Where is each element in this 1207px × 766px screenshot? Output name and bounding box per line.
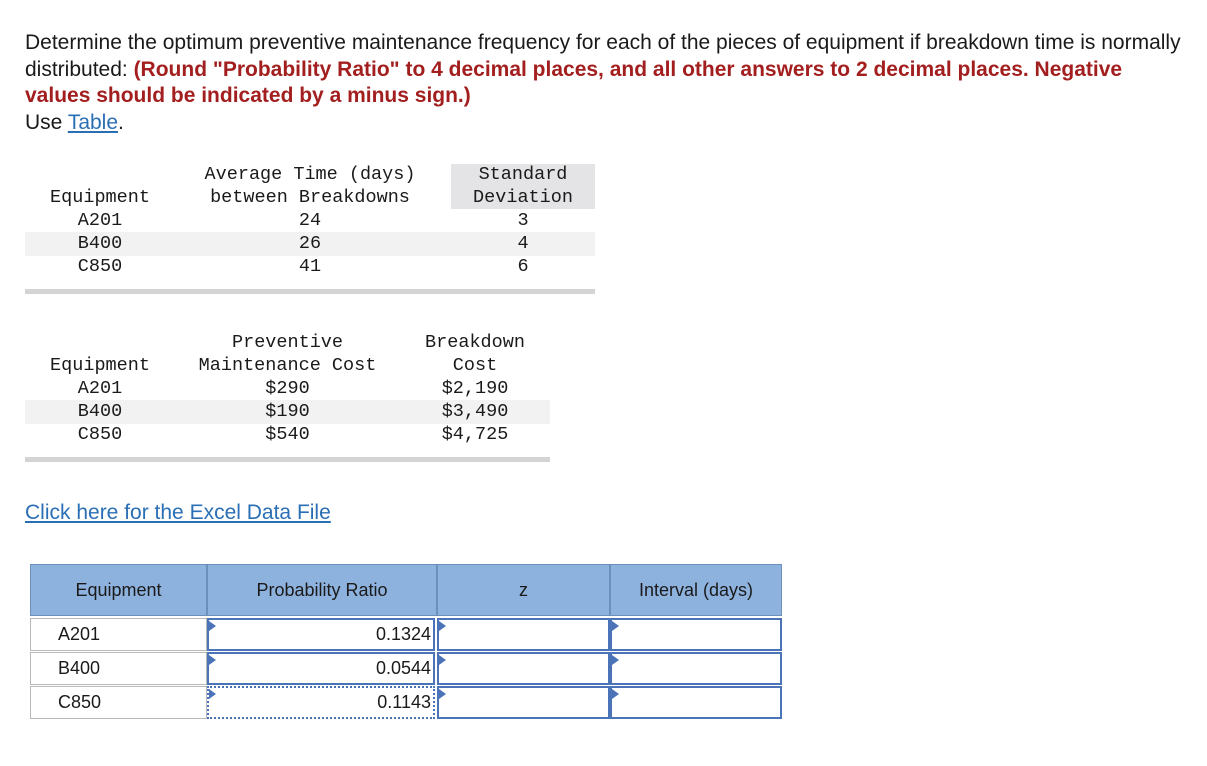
- answer-header-equipment: Equipment: [30, 564, 207, 616]
- avg-time-cell: 41: [298, 256, 322, 277]
- answer-row-label: C850: [30, 686, 207, 719]
- breakdown-cost-header-line2: Cost: [452, 355, 498, 376]
- avg-time-header-line2: between Breakdowns: [210, 187, 410, 208]
- instructions-paragraph: [25, 30, 1185, 110]
- input-marker-icon: [612, 621, 619, 631]
- breakdown-cost-cell: $4,725: [441, 424, 509, 445]
- excel-data-file-link[interactable]: Click here for the Excel Data File: [25, 501, 331, 524]
- answer-header-interval: Interval (days): [610, 564, 782, 616]
- equipment-cell: C850: [77, 256, 123, 277]
- avg-time-cell: 26: [298, 233, 322, 254]
- breakdown-cost-cell: $2,190: [441, 378, 509, 399]
- table-bottom-rule: [25, 289, 595, 294]
- probability-ratio-input[interactable]: 0.1143: [207, 686, 435, 719]
- avg-time-cell: 24: [298, 210, 322, 231]
- input-marker-icon: [209, 689, 216, 699]
- pm-cost-cell: $540: [265, 424, 310, 445]
- answer-row-label: B400: [30, 652, 207, 685]
- probability-ratio-input[interactable]: 0.1324: [207, 618, 435, 651]
- interval-input[interactable]: [610, 652, 782, 685]
- avg-time-header-line1: Average Time (days): [204, 164, 416, 185]
- pm-cost-header-line2: Maintenance Cost: [198, 355, 377, 376]
- instructions-lead: Determine the optimum preventive maintenance frequency for each of the pieces of equipment if breakdown time is normally distributed:: [25, 31, 1181, 81]
- z-input[interactable]: [437, 652, 610, 685]
- sd-cell: 3: [517, 210, 529, 231]
- input-marker-icon: [612, 655, 619, 665]
- rounding-instructions: (Round "Probability Ratio" to 4 decimal places, and all other answers to 2 decimal places. Negative values should be indicated by a minus sign.): [25, 57, 1123, 107]
- answer-header-z: z: [437, 564, 610, 616]
- sd-cell: 6: [517, 256, 529, 277]
- equipment-cell: B400: [77, 401, 123, 422]
- use-table-line: [25, 110, 124, 136]
- answer-row-label: A201: [30, 618, 207, 651]
- sd-cell: 4: [517, 233, 529, 254]
- input-marker-icon: [209, 621, 216, 631]
- use-suffix: .: [118, 111, 124, 134]
- interval-input[interactable]: [610, 618, 782, 651]
- pm-cost-header-line1: Preventive: [231, 332, 344, 353]
- use-prefix: Use: [25, 111, 68, 134]
- input-marker-icon: [439, 621, 446, 631]
- input-marker-icon: [612, 689, 619, 699]
- answer-header-probability-ratio: Probability Ratio: [207, 564, 437, 616]
- z-input[interactable]: [437, 686, 610, 719]
- sd-header-line1: Standard: [478, 164, 568, 185]
- equipment-cell: A201: [77, 378, 123, 399]
- input-marker-icon: [439, 655, 446, 665]
- probability-ratio-input[interactable]: 0.0544: [207, 652, 435, 685]
- table-bottom-rule: [25, 457, 550, 462]
- equipment-header: Equipment: [50, 355, 150, 376]
- pm-cost-cell: $190: [265, 401, 310, 422]
- input-marker-icon: [209, 655, 216, 665]
- sd-header-line2: Deviation: [473, 187, 573, 208]
- equipment-cell: C850: [77, 424, 123, 445]
- equipment-cell: A201: [77, 210, 123, 231]
- z-input[interactable]: [437, 618, 610, 651]
- breakdown-cost-header-line1: Breakdown: [425, 332, 525, 353]
- breakdown-cost-cell: $3,490: [441, 401, 509, 422]
- input-marker-icon: [439, 689, 446, 699]
- pm-cost-cell: $290: [265, 378, 310, 399]
- interval-input[interactable]: [610, 686, 782, 719]
- equipment-header: Equipment: [50, 187, 150, 208]
- table-link[interactable]: Table: [67, 111, 119, 134]
- equipment-cell: B400: [77, 233, 123, 254]
